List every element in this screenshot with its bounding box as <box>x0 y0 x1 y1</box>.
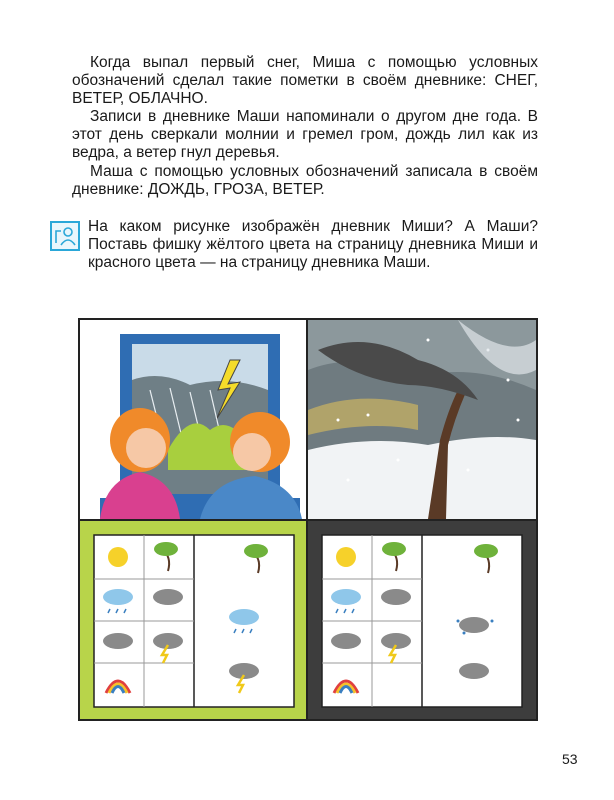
illustration-grid <box>78 318 538 721</box>
page-number: 53 <box>562 751 578 767</box>
panel-windy-tree <box>308 320 536 521</box>
paragraph-masha-notes <box>72 163 538 199</box>
task-text: На каком рисунке изображён дневник Миши? А Маши? Поставь фишку жёлтого цвета на страницу дневника Миши и красного цвета — на страницу дневника Маши. <box>88 218 538 271</box>
panel-diary-dark <box>308 521 536 719</box>
panel-children-window <box>80 320 308 521</box>
task-icon <box>50 221 80 251</box>
task-text-block <box>88 218 538 272</box>
paragraph-text: Когда выпал первый снег, Миша с помощью условных обозначений сделал такие пометки в своём дневнике: СНЕГ, ВЕТЕР, ОБЛАЧНО. <box>72 54 538 107</box>
paragraph-masha-records <box>72 108 538 162</box>
paragraph-misha <box>72 54 538 108</box>
paragraph-text: Записи в дневнике Маши напоминали о другом дне года. В этот день сверкали молнии и гремел гром, дождь лил как из ведра, а ветер гнул деревья. <box>72 108 538 161</box>
panel-diary-green <box>80 521 308 719</box>
paragraph-text: Маша с помощью условных обозначений записала в своём дневнике: ДОЖДЬ, ГРОЗА, ВЕТЕР. <box>72 163 538 198</box>
